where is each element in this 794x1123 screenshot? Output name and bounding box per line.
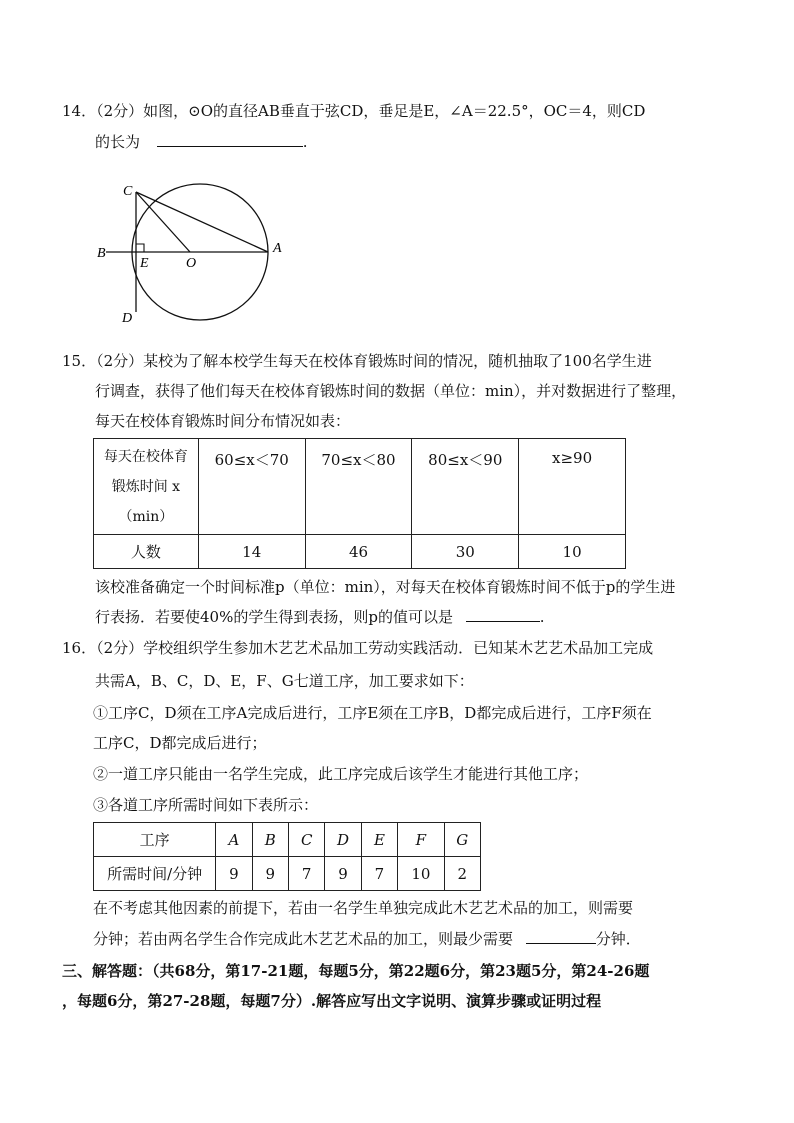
section-3-heading-2: ，每题6分，第27-28题，每题7分）.解答应写出文字说明、演算步骤或证明过程	[62, 992, 602, 1010]
step-cell: B	[252, 823, 288, 857]
time-cell: 2	[444, 857, 480, 891]
q16-after-2b: 分钟．	[595, 930, 641, 948]
time-cell: 9	[252, 857, 288, 891]
count-cell: 30	[412, 535, 519, 569]
header-cell-time	[94, 439, 199, 535]
header-line-2: 锻炼时间 x	[111, 478, 181, 495]
step-cell: E	[361, 823, 397, 857]
step-header-cell: 工序	[94, 823, 216, 857]
table-row	[94, 823, 481, 857]
q16-req-2: ②一道工序只能由一名学生完成，此工序完成后该学生才能进行其他工序；	[93, 765, 589, 783]
q16-answer-blank[interactable]	[526, 929, 596, 944]
range-cell: 80≤x＜90	[412, 439, 519, 535]
q16-req-3: ③各道工序所需时间如下表所示：	[93, 796, 319, 814]
section-3-heading-1: 三、解答题：（共68分，第17-21题，每题5分，第22题6分，第23题5分，第24-26题	[62, 962, 650, 980]
time-cell: 9	[325, 857, 361, 891]
q15-after-1: 该校准备确定一个时间标准p（单位：min），对每天在校体育锻炼时间不低于p的学生进	[95, 578, 676, 596]
label-o: O	[186, 256, 197, 271]
table-row	[94, 439, 626, 535]
q14-line-2: 的长为 .	[95, 133, 308, 151]
q14-line-1: 14．（2分）如图，⊙O的直径AB垂直于弦CD，垂足是E，∠A＝22.5°，OC＝4，则CD	[62, 102, 646, 120]
label-d: D	[122, 311, 133, 326]
time-cell: 9	[216, 857, 252, 891]
count-cell: 10	[519, 535, 626, 569]
q16-after-1: 在不考虑其他因素的前提下，若由一名学生单独完成此木艺艺术品的加工，则需要	[93, 899, 634, 917]
q16-req-1a: ①工序C，D须在工序A完成后进行，工序E须在工序B，D都完成后进行，工序F须在	[93, 704, 652, 722]
range-cell: 60≤x＜70	[198, 439, 305, 535]
q14-answer-blank[interactable]	[157, 132, 303, 147]
header-line-3: （min）	[118, 508, 174, 525]
q15-line-1: 15．（2分）某校为了解本校学生每天在校体育锻炼时间的情况，随机抽取了100名学生进	[62, 352, 652, 370]
step-cell: C	[289, 823, 325, 857]
step-cell: D	[325, 823, 361, 857]
count-cell: 46	[305, 535, 412, 569]
table-row	[94, 857, 481, 891]
range-cell: 70≤x＜80	[305, 439, 412, 535]
q15-after-2-text: 行表扬．若要使40%的学生得到表扬，则p的值可以是	[95, 608, 453, 626]
q15-line-2: 行调查，获得了他们每天在校体育锻炼时间的数据（单位：min），并对数据进行了整理，	[95, 382, 687, 400]
count-cell: 14	[198, 535, 305, 569]
step-cell: A	[216, 823, 252, 857]
time-label-cell: 所需时间/分钟	[94, 857, 216, 891]
q15-line-3: 每天在校体育锻炼时间分布情况如表：	[95, 412, 351, 430]
q16-after-2a: 分钟；若由两名学生合作完成此木艺艺术品的加工，则最少需要	[93, 930, 514, 948]
header-line-1: 每天在校体育	[103, 448, 188, 465]
step-cell: G	[444, 823, 480, 857]
right-angle-mark	[136, 244, 144, 252]
label-e: E	[140, 256, 149, 271]
time-cell: 7	[289, 857, 325, 891]
q16-req-1b: 工序C，D都完成后进行；	[93, 734, 267, 752]
segment-co	[136, 192, 190, 252]
exercise-time-table	[93, 438, 626, 569]
circle-figure	[92, 176, 292, 340]
segment-ca	[136, 192, 268, 252]
q15-after-2: 行表扬．若要使40%的学生得到表扬，则p的值可以是 .	[95, 608, 545, 626]
q16-line-2: 共需A，B、C，D、E，F、G七道工序，加工要求如下：	[95, 672, 474, 690]
q16-after-2	[93, 929, 641, 949]
q16-line-1: 16．（2分）学校组织学生参加木艺艺术品加工劳动实践活动．已知某木艺艺术品加工完成	[62, 639, 654, 657]
time-cell: 7	[361, 857, 397, 891]
count-label-cell: 人数	[94, 535, 199, 569]
q14-line-2-text: 的长为	[95, 133, 141, 151]
time-cell: 10	[398, 857, 444, 891]
table-row	[94, 535, 626, 569]
label-a: A	[273, 241, 282, 256]
process-time-table	[93, 822, 481, 891]
range-cell: x≥90	[519, 439, 626, 535]
label-b: B	[97, 246, 106, 261]
circle-figure-svg	[92, 176, 292, 336]
step-cell: F	[398, 823, 444, 857]
label-c: C	[123, 184, 133, 199]
q15-answer-blank[interactable]	[466, 607, 540, 622]
